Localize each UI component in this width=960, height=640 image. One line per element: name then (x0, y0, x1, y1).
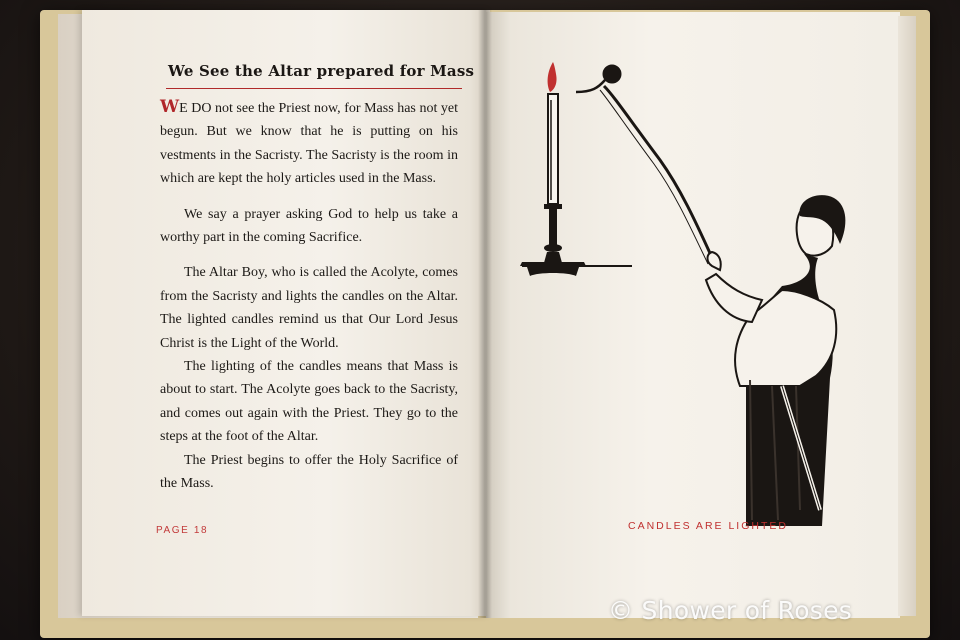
drop-cap: W (160, 97, 180, 117)
watermark: © Shower of Roses (608, 596, 853, 625)
body-text (160, 96, 458, 496)
candle-lighter (576, 65, 714, 264)
paragraph-2: We say a prayer asking God to help us take a worthy part in the coming Sacrifice. (160, 206, 458, 246)
acolyte-lighting-candle-illustration (500, 40, 870, 550)
book-gutter (478, 10, 492, 618)
paragraph-1-text: E DO not see the Priest now, for Mass has not yet begun. But we know that he is putting on his vestments in the Sacristy. The Sacristy is the room in which are kept the holy articles used in the Mass. (160, 101, 458, 187)
paragraph-1 (160, 96, 458, 191)
page-number: PAGE 18 (156, 525, 209, 536)
paragraph-3: The Altar Boy, who is called the Acolyte, comes from the Sacristy and lights the candles on the Altar. The lighted candles remind us that Our Lord Jesus Christ is the Light of the World. (160, 265, 458, 351)
paragraph-4: The lighting of the candles means that Mass is about to start. The Acolyte goes back to the Sacristy, and comes out again with the Priest. They go to the steps at the foot of the Altar. (160, 359, 458, 445)
illustration-caption: CANDLES ARE LIGHTED (628, 520, 788, 532)
heading-rule (166, 88, 462, 89)
page-heading: We See the Altar prepared for Mass (168, 62, 475, 80)
candle (548, 94, 558, 204)
paragraph-5: The Priest begins to offer the Holy Sacrifice of the Mass. (160, 452, 458, 492)
right-page-stack (898, 16, 916, 616)
acolyte-figure (706, 195, 845, 526)
candle-flame (548, 62, 557, 92)
